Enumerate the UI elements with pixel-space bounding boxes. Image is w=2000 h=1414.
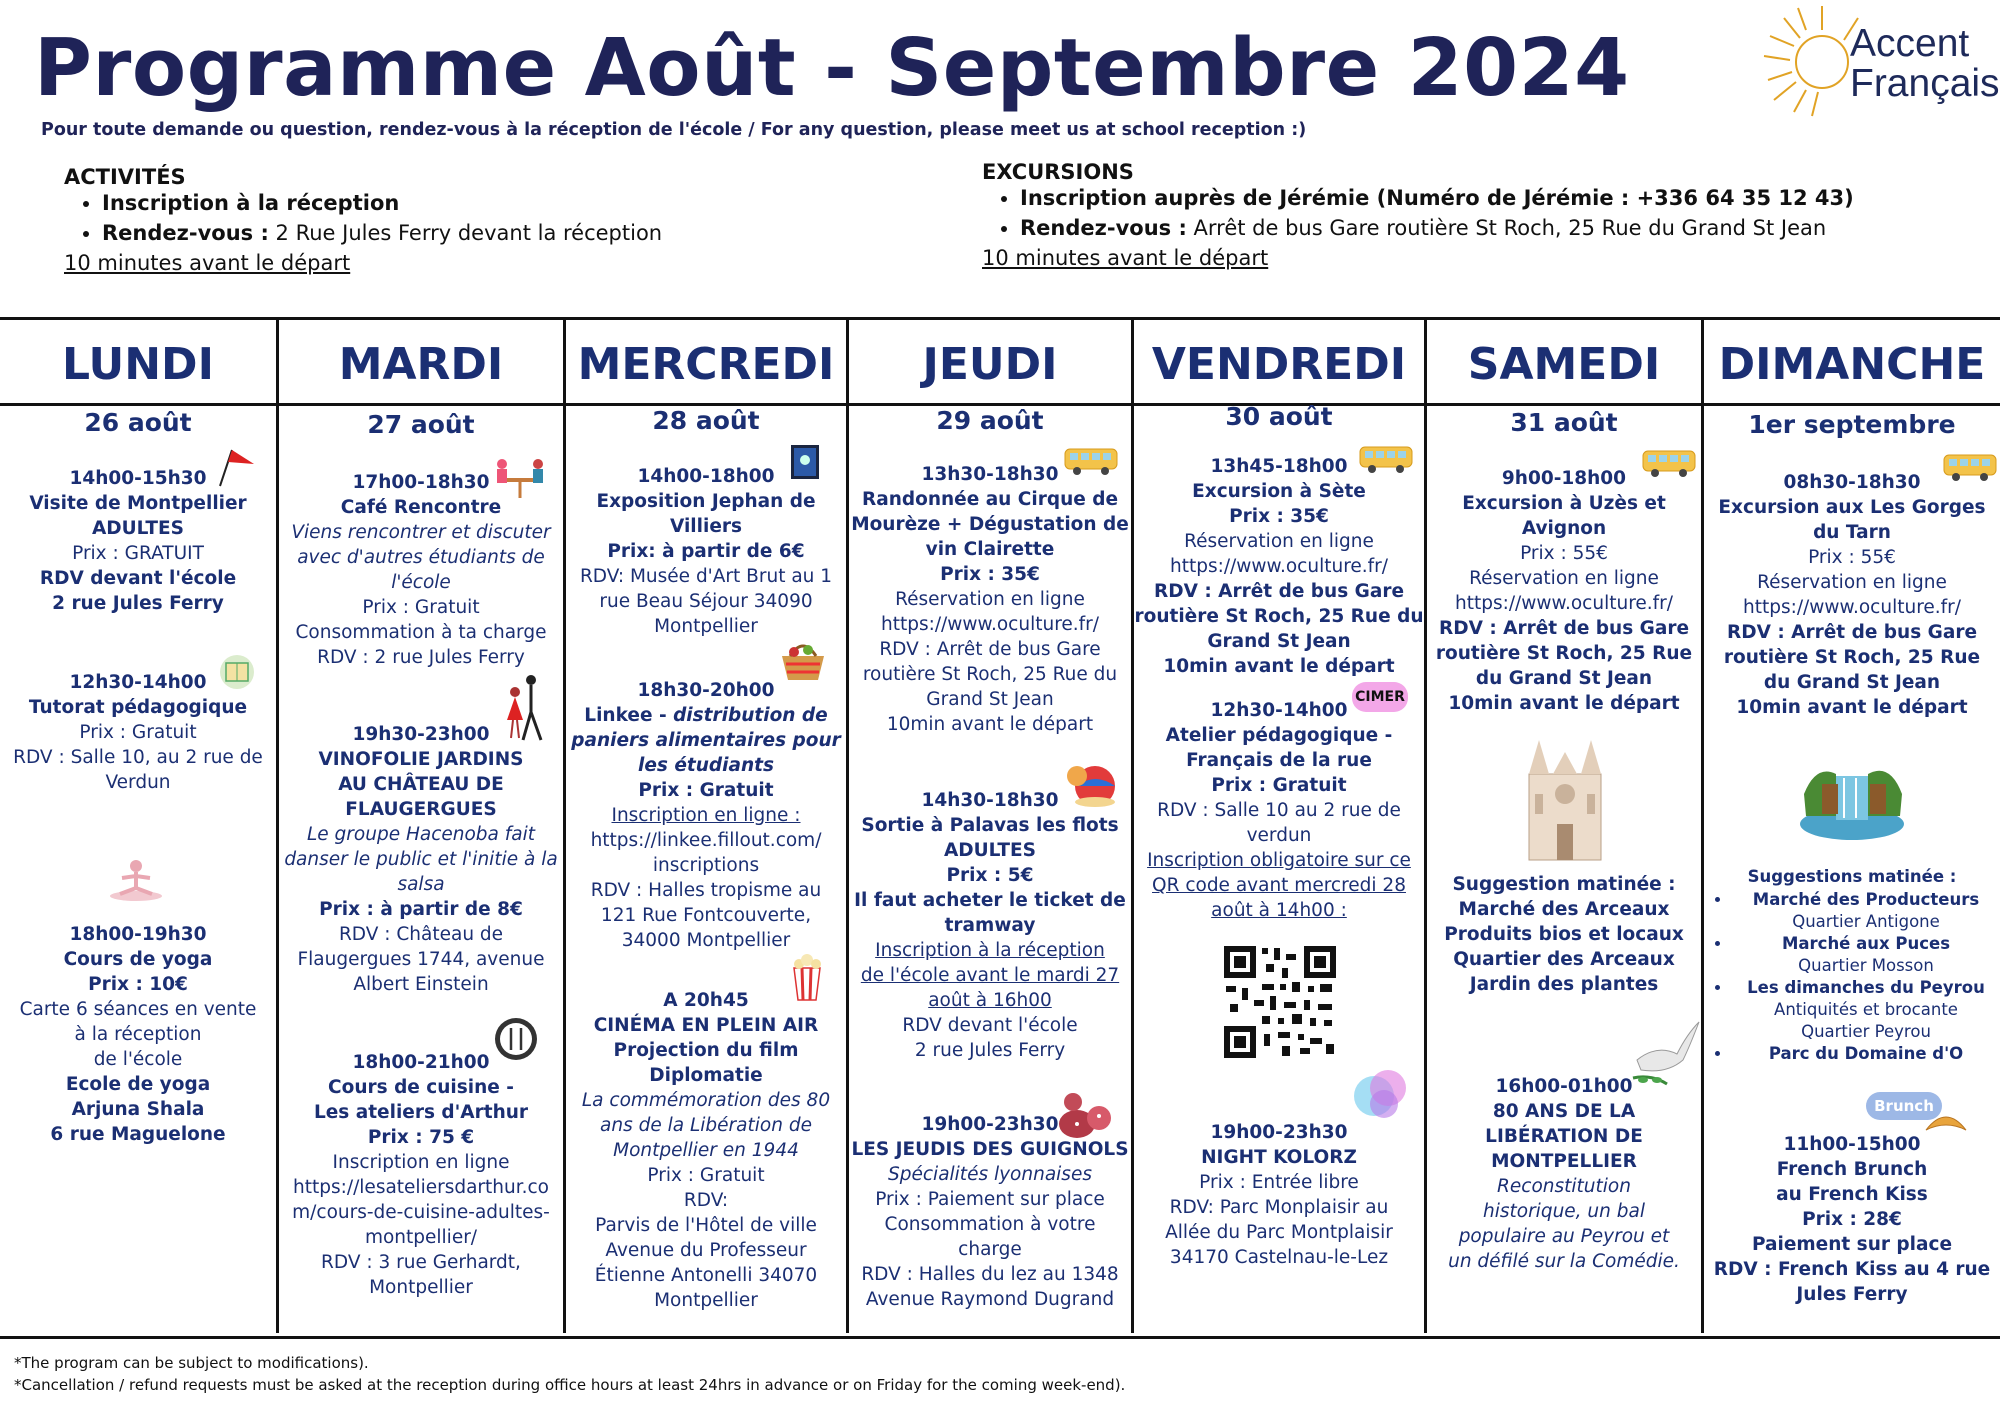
day-header-vendredi: VENDREDI xyxy=(1151,339,1407,390)
accent-francais-logo xyxy=(1760,0,2000,120)
event-linkee: 18h30-20h00 Linkee - distribution de paniers alimentaires pour les étudiants Prix : Gratuit Inscription en ligne : https://linkee.fillout.com/ inscriptions RDV : Halles tropisme au 121 Rue Fontcouverte, 34000 Montpellier xyxy=(566,678,846,953)
excursions-info xyxy=(982,160,1854,270)
cafe-people-icon xyxy=(492,456,548,500)
cutlery-icon xyxy=(493,1016,539,1062)
color-powder-icon xyxy=(1344,1064,1414,1124)
suggestion-item: • Les dimanches du Peyrou Antiquités et brocante Quartier Peyrou xyxy=(1732,977,2000,1043)
event-80-ans-liberation: 16h00-01h00 80 ANS DE LA LIBÉRATION DE MONTPELLIER Reconstitution historique, un bal populaire au Peyrou et un défilé sur la Comédie. xyxy=(1448,1076,1680,1272)
activites-heading: ACTIVITÉS xyxy=(64,165,186,189)
event-yoga: 18h00-19h30 Cours de yoga Prix : 10€ Carte 6 séances en vente à la réception de l'école Ecole de yoga Arjuna Shala 6 rue Maguelone xyxy=(19,924,257,1145)
waterfall-icon xyxy=(1796,754,1908,844)
event-gorges-tarn: 08h30-18h30 Excursion aux Les Gorges du Tarn Prix : 55€ Réservation en ligne https://www.oculture.fr/ RDV : Arrêt de bus Gare routière St Roch, 25 Rue du Grand St Jean 10min avant le départ xyxy=(1718,472,1986,718)
page-title: Programme Août - Septembre 2024 xyxy=(34,22,1630,114)
excursions-item-1: • Inscription auprès de Jérémie (Numéro de Jérémie : +336 64 35 12 43) xyxy=(1020,186,1854,210)
bus-icon xyxy=(1358,444,1414,474)
page-subtitle: Pour toute demande ou question, rendez-vous à la réception de l'école / For any question, please meet us at school reception :) xyxy=(41,120,1307,140)
brunch-badge: Brunch xyxy=(1866,1092,1942,1120)
event-night-kolorz: 19h00-23h30 NIGHT KOLORZ Prix : Entrée libre RDV: Parc Monplaisir au Allée du Parc Montplaisir 34170 Castelnau-le-Lez xyxy=(1165,1122,1393,1268)
day-header-mercredi: MERCREDI xyxy=(577,339,835,390)
day-header-samedi: SAMEDI xyxy=(1467,339,1661,390)
basket-icon xyxy=(778,636,828,682)
event-visite: 14h00-15h30 Visite de Montpellier ADULTES Prix : GRATUIT RDV devant l'école 2 rue Jules Ferry xyxy=(29,468,247,614)
event-vinofolie: 19h30-23h00 VINOFOLIE JARDINS AU CHÂTEAU DE FLAUGERGUES Le groupe Hacenoba fait danser le public et l'initie à la salsa Prix : à partir de 8€ RDV : Château de Flaugergues 1744, avenue Albert Einstein xyxy=(284,724,558,995)
qr-code-icon[interactable] xyxy=(1222,944,1338,1060)
dancers-icon xyxy=(501,674,547,744)
popcorn-icon xyxy=(790,952,824,1002)
suggestion-matinee: Suggestion matinée : Marché des Arceaux Produits bios et locaux Quartier des Arceaux Jardin des plantes xyxy=(1444,874,1684,995)
logo-text-2: Français xyxy=(1850,62,2000,105)
event-sete: 13h45-18h00 Excursion à Sète Prix : 35€ Réservation en ligne https://www.oculture.fr/ RDV : Arrêt de bus Gare routière St Roch, 25 Rue du Grand St Jean 10min avant le départ xyxy=(1134,456,1424,677)
bus-icon xyxy=(1063,446,1119,476)
event-uzes-avignon: 9h00-18h00 Excursion à Uzès et Avignon Prix : 55€ Réservation en ligne https://www.oculture.fr/ RDV : Arrêt de bus Gare routière St Roch, 25 Rue du Grand St Jean 10min avant le départ xyxy=(1435,468,1693,714)
bus-icon xyxy=(1641,448,1697,478)
logo-text-1: Accent xyxy=(1850,22,1970,65)
suggestion-item: • Marché aux Puces Quartier Mosson xyxy=(1732,933,2000,977)
dove-icon xyxy=(1627,1014,1701,1094)
painting-icon xyxy=(790,444,820,480)
date-label: 26 août xyxy=(84,408,192,437)
excursions-heading: EXCURSIONS xyxy=(982,160,1134,184)
yoga-icon xyxy=(108,856,164,902)
cimer-badge: CIMER xyxy=(1352,682,1408,712)
event-cours-cuisine: 18h00-21h00 Cours de cuisine - Les ateliers d'Arthur Prix : 75 € Inscription en ligne https://lesateliersdarthur.co m/cours-de-cuisine-adultes- montpellier/ RDV : 3 rue Gerhardt, Montpellier xyxy=(292,1052,550,1298)
day-header-dimanche: DIMANCHE xyxy=(1718,339,1986,390)
excursions-item-2: • Rendez-vous : Arrêt de bus Gare routière St Roch, 25 Rue du Grand St Jean xyxy=(1020,216,1854,240)
activites-info xyxy=(64,165,662,275)
footer-note-1: *The program can be subject to modifications). xyxy=(14,1354,369,1372)
event-palavas: 14h30-18h30 Sortie à Palavas les flots ADULTES Prix : 5€ Il faut acheter le ticket de tramway Inscription à la réception de l'école avant le mardi 27 août à 16h00 RDV devant l'école 2 rue Jules Ferry xyxy=(854,790,1126,1061)
event-tutorat: 12h30-14h00 Tutorat pédagogique Prix : Gratuit RDV : Salle 10, au 2 rue de Verdun xyxy=(13,672,263,793)
event-exposition: 14h00-18h00 Exposition Jephan de Villiers Prix: à partir de 6€ RDV: Musée d'Art Brut au 1 rue Beau Séjour 34090 Montpellier xyxy=(579,466,833,637)
event-atelier-pedagogique: 12h30-14h00 Atelier pédagogique - Français de la rue Prix : Gratuit RDV : Salle 10 au 2 rue de verdun Inscription obligatoire sur ce QR code avant mercredi 28 août à 14h00 : xyxy=(1147,700,1411,921)
bus-icon xyxy=(1942,452,1998,482)
footer-note-2: *Cancellation / refund requests must be asked at the reception during office hours at least 24hrs in advance or on Friday for the coming week-end). xyxy=(14,1376,1126,1394)
activites-item-2: • Rendez-vous : 2 Rue Jules Ferry devant la réception xyxy=(102,221,662,245)
activites-note: 10 minutes avant le départ xyxy=(64,251,351,275)
event-french-brunch: 11h00-15h00 French Brunch au French Kiss Prix : 28€ Paiement sur place RDV : French Kiss au 4 rue Jules Ferry xyxy=(1713,1134,1991,1305)
date-label: 30 août xyxy=(1225,402,1333,431)
event-randonnee: 13h30-18h30 Randonnée au Cirque de Mourèze + Dégustation de vin Clairette Prix : 35€ Réservation en ligne https://www.oculture.fr/ RDV : Arrêt de bus Gare routière St Roch, 25 Rue du Grand St Jean 10min avant le départ xyxy=(851,464,1129,735)
day-header-mardi: MARDI xyxy=(338,339,504,390)
suggestion-item: • Parc du Domaine d'O xyxy=(1732,1043,2000,1065)
date-label: 28 août xyxy=(652,406,760,435)
charcuterie-icon xyxy=(1055,1090,1119,1140)
book-icon xyxy=(218,654,256,690)
flag-icon xyxy=(214,446,256,488)
day-header-lundi: LUNDI xyxy=(62,339,214,390)
event-cinema: A 20h45 CINÉMA EN PLEIN AIR Projection du film Diplomatie La commémoration des 80 ans de la Libération de Montpellier en 1944 Prix : Gratuit RDV: Parvis de l'Hôtel de ville Avenue du Professeur Étienne Antonelli 34070 Montpellier xyxy=(581,990,831,1311)
linkee-signup-link[interactable]: Inscription en ligne : xyxy=(611,805,801,826)
date-label: 27 août xyxy=(367,410,475,439)
date-label: 29 août xyxy=(936,406,1044,435)
day-header-jeudi: JEUDI xyxy=(922,339,1058,390)
suggestions-matinee: Suggestions matinée : • Marché des Producteurs Quartier Antigone • Marché aux Puces Quartier Mosson • Les dimanches du Peyrou Antiquités et brocante Quartier Peyrou • Parc du Domaine d'O xyxy=(1704,864,2000,1065)
cathedral-icon xyxy=(1519,734,1611,864)
beach-icon xyxy=(1055,762,1119,808)
suggestion-item: • Marché des Producteurs Quartier Antigone xyxy=(1732,889,2000,933)
event-cafe-rencontre: 17h00-18h30 Café Rencontre Viens rencontrer et discuter avec d'autres étudiants de l'école Prix : Gratuit Consommation à ta charge RDV : 2 rue Jules Ferry xyxy=(291,472,551,668)
event-guignols: 19h00-23h30 LES JEUDIS DES GUIGNOLS Spécialités lyonnaises Prix : Paiement sur place Consommation à votre charge RDV : Halles du lez au 1348 Avenue Raymond Dugrand xyxy=(851,1114,1129,1310)
date-label: 31 août xyxy=(1510,408,1618,437)
excursions-note: 10 minutes avant le départ xyxy=(982,246,1269,270)
date-label: 1er septembre xyxy=(1748,410,1956,439)
activites-item-1: • Inscription à la réception xyxy=(102,191,662,215)
